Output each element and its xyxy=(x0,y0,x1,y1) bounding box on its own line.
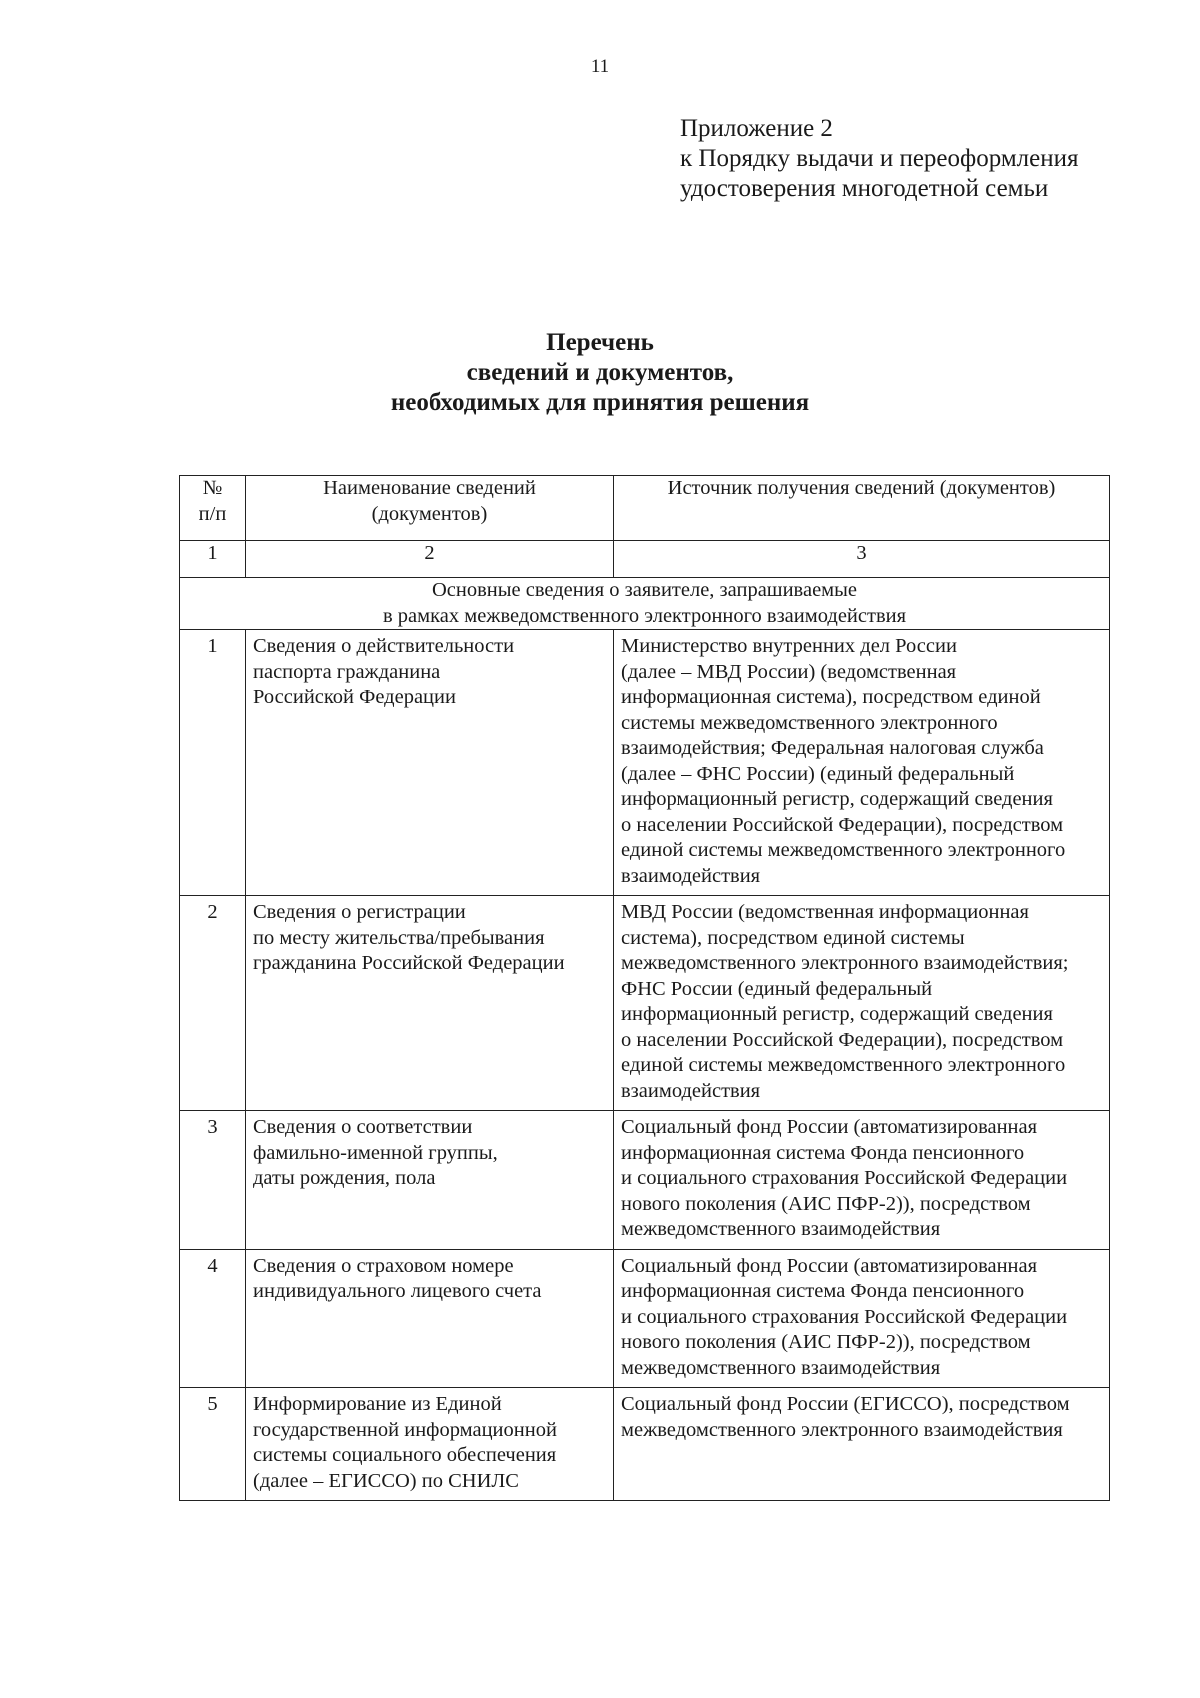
source-line: (далее – МВД России) (ведомственная xyxy=(621,660,957,683)
source-line: взаимодействия xyxy=(621,1079,761,1102)
source-line: Социальный фонд России (автоматизированная xyxy=(621,1254,1038,1277)
section-heading xyxy=(180,578,1110,630)
document-title xyxy=(0,328,1200,418)
table-row xyxy=(180,1111,1110,1250)
source-line: межведомственного электронного взаимодействия; xyxy=(621,952,1069,974)
title-line: необходимых для принятия решения xyxy=(390,389,810,416)
header-num xyxy=(180,476,246,541)
name-line: гражданина Российской Федерации xyxy=(253,952,565,974)
source-line: единой системы межведомственного электронного xyxy=(621,839,1066,861)
source-line: информационная система), посредством единой xyxy=(621,686,1041,708)
appendix-reference xyxy=(680,114,1079,204)
name-line: индивидуального лицевого счета xyxy=(253,1280,542,1302)
name-line: государственной информационной xyxy=(253,1418,557,1441)
header-line: Источник получения сведений (документов) xyxy=(667,477,1056,499)
row-name xyxy=(246,1249,614,1388)
section-line: в рамках межведомственного электронного взаимодействия xyxy=(382,604,907,627)
column-number: 2 xyxy=(246,541,614,578)
documents-table xyxy=(179,475,1110,1501)
name-line: Сведения о страховом номере xyxy=(253,1254,514,1277)
source-line: взаимодействия xyxy=(621,864,761,887)
source-line: Министерство внутренних дел России xyxy=(621,635,957,657)
name-line: Российской Федерации xyxy=(253,686,456,708)
name-line: даты рождения, пола xyxy=(253,1167,436,1189)
source-line: МВД России (ведомственная информационная xyxy=(621,901,1029,923)
name-line: Сведения о действительности xyxy=(253,635,515,657)
source-line: и социального страхования Российской Федерации xyxy=(621,1305,1068,1328)
source-line: межведомственного взаимодействия xyxy=(621,1356,941,1379)
row-source xyxy=(614,896,1110,1111)
source-line: межведомственного взаимодействия xyxy=(621,1218,941,1240)
header-line: п/п xyxy=(198,502,227,525)
row-name xyxy=(246,896,614,1111)
row-number: 2 xyxy=(180,896,246,1111)
header-line: № xyxy=(202,477,223,499)
row-number: 1 xyxy=(180,630,246,896)
table-row xyxy=(180,630,1110,896)
column-number: 1 xyxy=(180,541,246,578)
row-source xyxy=(614,1111,1110,1250)
source-line: межведомственного электронного взаимодействия xyxy=(621,1418,1063,1441)
table-header-row xyxy=(180,476,1110,541)
source-line: информационный регистр, содержащий сведения xyxy=(621,1003,1053,1025)
name-line: паспорта гражданина xyxy=(253,660,441,683)
source-line: о населении Российской Федерации), посредством xyxy=(621,1028,1064,1051)
name-line: (далее – ЕГИССО) по СНИЛС xyxy=(253,1469,519,1492)
name-line: Сведения о соответствии xyxy=(253,1116,473,1138)
row-name xyxy=(246,1388,614,1501)
name-line: системы социального обеспечения xyxy=(253,1444,557,1466)
section-heading-row xyxy=(180,578,1110,630)
table-row xyxy=(180,1249,1110,1388)
source-line: системы межведомственного электронного xyxy=(621,711,998,734)
appendix-line: удостоверения многодетной семьи xyxy=(680,175,1049,202)
appendix-line: Приложение 2 xyxy=(680,115,833,142)
title-line: сведений и документов, xyxy=(466,359,734,386)
source-line: информационная система Фонда пенсионного xyxy=(621,1141,1025,1164)
row-name xyxy=(246,630,614,896)
source-line: Социальный фонд России (ЕГИССО), посредством xyxy=(621,1393,1070,1415)
table-row xyxy=(180,1388,1110,1501)
row-source xyxy=(614,630,1110,896)
row-name xyxy=(246,1111,614,1250)
column-numbers-row xyxy=(180,541,1110,578)
appendix-line: к Порядку выдачи и переоформления xyxy=(680,145,1079,172)
header-name xyxy=(246,476,614,541)
row-number: 5 xyxy=(180,1388,246,1501)
source-line: нового поколения (АИС ПФР-2)), посредством xyxy=(621,1331,1031,1353)
source-line: ФНС России (единый федеральный xyxy=(621,977,933,1000)
name-line: фамильно-именной группы, xyxy=(253,1141,498,1164)
title-line: Перечень xyxy=(546,329,654,356)
name-line: Информирование из Единой xyxy=(253,1393,502,1415)
source-line: взаимодействия; Федеральная налоговая служба xyxy=(621,737,1044,759)
source-line: нового поколения (АИС ПФР-2)), посредством xyxy=(621,1192,1031,1215)
column-number: 3 xyxy=(614,541,1110,578)
name-line: по месту жительства/пребывания xyxy=(253,926,545,949)
table-row xyxy=(180,896,1110,1111)
header-line: (документов) xyxy=(371,502,488,525)
header-line: Наименование сведений xyxy=(323,477,536,499)
source-line: о населении Российской Федерации), посредством xyxy=(621,813,1064,836)
source-line: единой системы межведомственного электронного xyxy=(621,1054,1066,1076)
row-number: 4 xyxy=(180,1249,246,1388)
row-number: 3 xyxy=(180,1111,246,1250)
source-line: Социальный фонд России (автоматизированная xyxy=(621,1116,1038,1138)
source-line: (далее – ФНС России) (единый федеральный xyxy=(621,762,1015,785)
source-line: и социального страхования Российской Федерации xyxy=(621,1167,1068,1189)
section-line: Основные сведения о заявителе, запрашиваемые xyxy=(431,579,858,601)
page-number: 11 xyxy=(590,56,610,77)
header-source xyxy=(614,476,1110,541)
row-source xyxy=(614,1249,1110,1388)
source-line: система), посредством единой системы xyxy=(621,926,965,949)
name-line: Сведения о регистрации xyxy=(253,901,466,923)
source-line: информационная система Фонда пенсионного xyxy=(621,1280,1025,1302)
source-line: информационный регистр, содержащий сведения xyxy=(621,788,1053,810)
row-source xyxy=(614,1388,1110,1501)
